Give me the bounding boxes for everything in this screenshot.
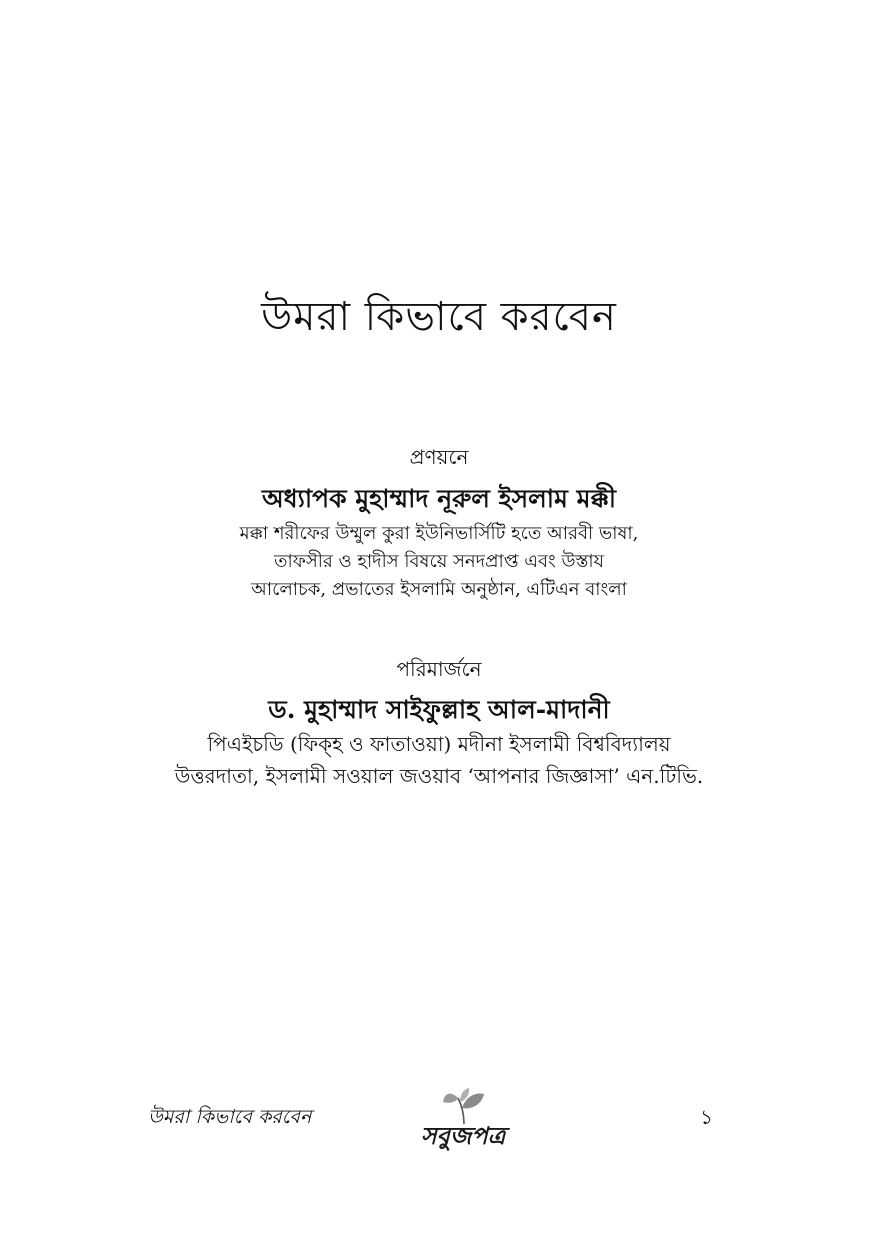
editor-label: পরিমার্জনে xyxy=(396,657,482,681)
page-title: উমরা কিভাবে করবেন xyxy=(261,294,617,340)
publisher-logo-text: সবুজপত্র xyxy=(420,1122,506,1150)
compiler-credential-line: আলোচক, প্রভাতের ইসলামি অনুষ্ঠান, এটিএন বাংলা xyxy=(251,579,627,600)
page-number: ১ xyxy=(700,1105,713,1129)
compiler-label: প্রণয়নে xyxy=(409,445,469,469)
editor-credential-line: পিএইচডি (ফিক্‌হ ও ফাতাওয়া) মদীনা ইসলামী বিশ্ববিদ্যালয় xyxy=(207,732,671,756)
footer-book-title: উমরা কিভাবে করবেন xyxy=(148,1106,312,1128)
publisher-logo xyxy=(418,1088,508,1160)
compiler-credential-line: তাফসীর ও হাদীস বিষয়ে সনদপ্রাপ্ত এবং উস্তায xyxy=(273,551,605,572)
editor-credential-line: উত্তরদাতা, ইসলামী সওয়াল জওয়াব ‘আপনার জিজ্ঞাসা’ এন.টিভি. xyxy=(174,764,704,788)
compiler-credential-line: মক্কা শরীফের উম্মুল কুরা ইউনিভার্সিটি হতে আরবী ভাষা, xyxy=(239,523,639,544)
editor-name: ড. মুহাম্মাদ সাইফুল্লাহ আল-মাদানী xyxy=(268,695,610,724)
compiler-name: অধ্যাপক মুহাম্মাদ নূরুল ইসলাম মক্কী xyxy=(261,484,617,513)
